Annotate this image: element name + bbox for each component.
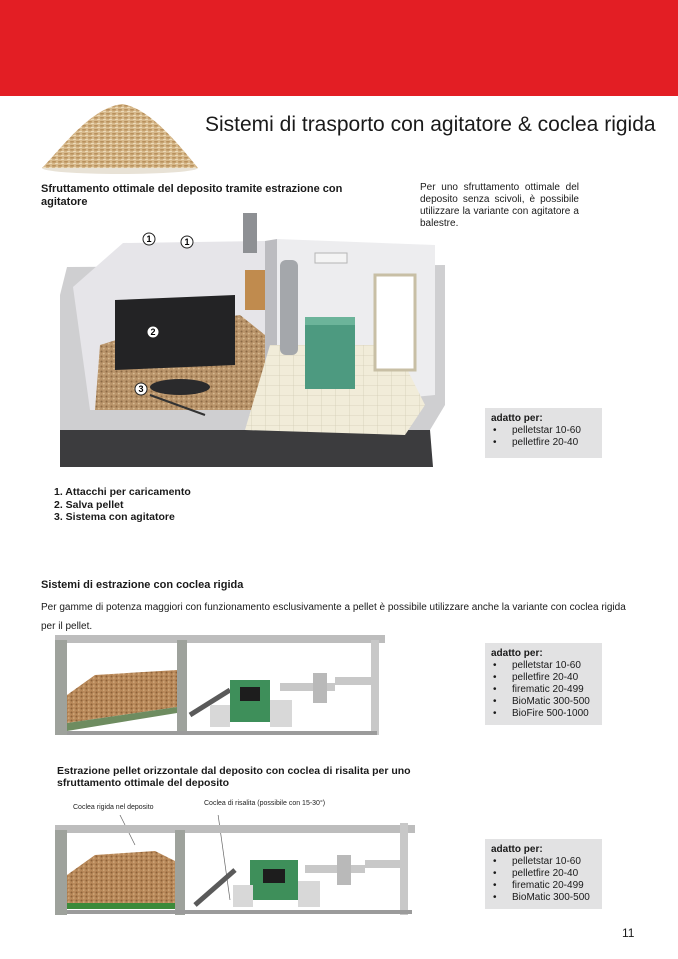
svg-text:1: 1	[184, 237, 190, 247]
legend-item: 1. Attacchi per caricamento	[54, 486, 191, 498]
svg-text:1: 1	[146, 234, 152, 244]
list-item: • pelletstar 10-60	[493, 856, 581, 867]
section2-description: Per gamme di potenza maggiori con funzionamento esclusivamente a pellet è possibile utilizzare anche la variante con coclea rigida per il pellet.	[41, 602, 626, 632]
svg-text:2: 2	[150, 327, 156, 337]
suitable-box-2	[485, 643, 602, 725]
list-item: • pelletstar 10-60	[493, 660, 581, 671]
agitator-storage-illustration	[55, 205, 455, 485]
suitable-label: adatto per:	[491, 413, 543, 424]
marker-2	[146, 325, 160, 339]
horizontal-auger-diagram	[55, 815, 420, 915]
list-item: • BioMatic 300-500	[493, 892, 590, 903]
list-item: • firematic 20-499	[493, 684, 584, 695]
list-item: • pelletfire 20-40	[493, 672, 579, 683]
marker-1b	[180, 235, 194, 249]
svg-text:3: 3	[138, 384, 144, 394]
legend	[54, 486, 191, 524]
callout-riser-auger: Coclea di risalita (possibile con 15-30°)	[204, 800, 326, 807]
legend-item: 3. Sistema con agitatore	[54, 511, 175, 523]
legend-item: 2. Salva pellet	[54, 498, 124, 511]
list-item: • BioFire 500-1000	[493, 708, 589, 719]
list-item: • firematic 20-499	[493, 880, 584, 891]
pellet-pile-image	[40, 100, 200, 176]
list-item: • pelletfire 20-40	[493, 437, 579, 448]
marker-3	[134, 382, 148, 396]
page-number: 11	[622, 926, 635, 940]
list-item: • pelletstar 10-60	[493, 425, 581, 436]
suitable-list	[491, 660, 596, 720]
suitable-box-1	[485, 408, 602, 458]
list-item: • BioMatic 300-500	[493, 696, 590, 707]
section3-heading: Estrazione pellet orizzontale dal deposito con coclea di risalita per uno sfruttamento ottimale del deposito	[57, 765, 411, 789]
section1-intro: Per uno sfruttamento ottimale del deposito senza scivoli, è possibile utilizzare la variante con agitatore a balestre.	[420, 182, 579, 229]
header-red-band	[0, 0, 678, 96]
suitable-label: adatto per:	[491, 648, 543, 659]
suitable-list	[491, 425, 596, 449]
suitable-label: adatto per:	[491, 844, 543, 855]
list-item: • pelletfire 20-40	[493, 868, 579, 879]
rigid-auger-diagram	[55, 635, 385, 735]
marker-1a	[142, 232, 156, 246]
suitable-box-3	[485, 839, 602, 909]
callout-rigid-auger: Coclea rigida nel deposito	[73, 804, 154, 811]
section1-heading: Sfruttamento ottimale del deposito tramite estrazione con agitatore	[41, 183, 343, 208]
section2-heading: Sistemi di estrazione con coclea rigida	[41, 579, 244, 591]
suitable-list	[491, 856, 596, 904]
page-title: Sistemi di trasporto con agitatore & coclea rigida	[205, 113, 656, 136]
